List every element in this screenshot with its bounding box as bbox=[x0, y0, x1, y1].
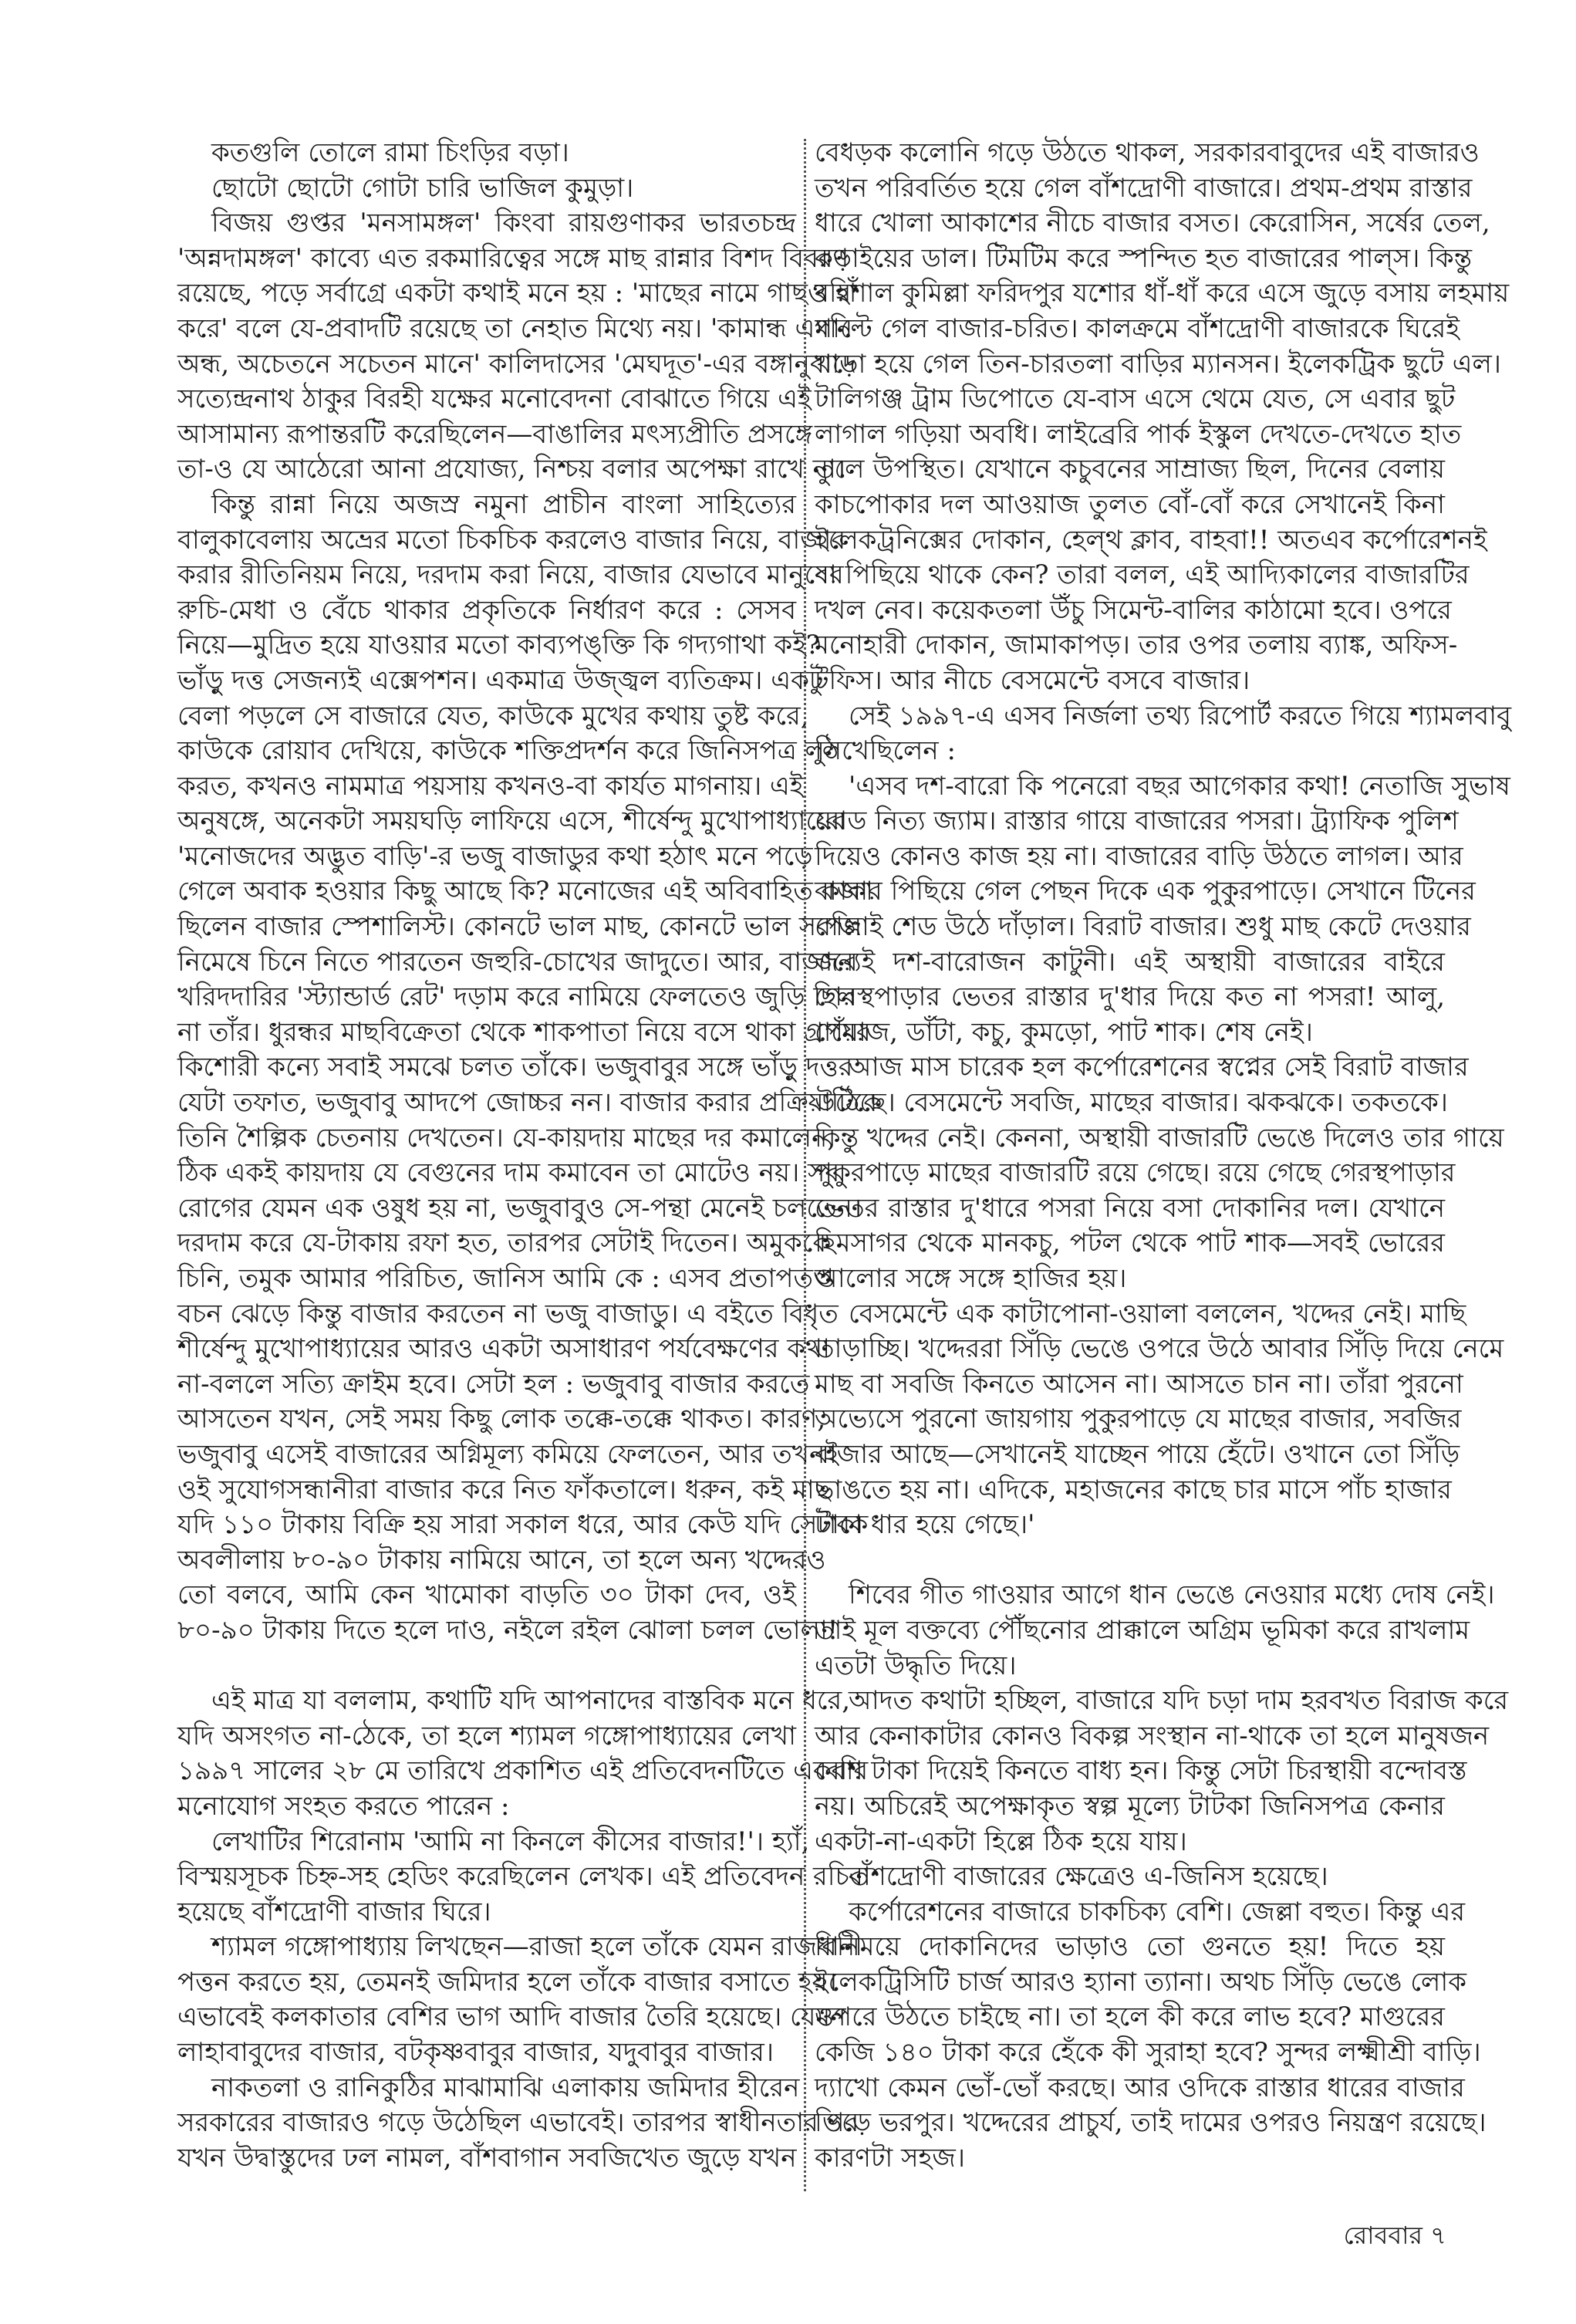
text-line: পেল্লাই শেড উঠে দাঁড়াল। বিরাট বাজার। শুধু মাছ কেটে দেওয়ার bbox=[815, 911, 1471, 943]
text-line: তখন পরিবর্তিত হয়ে গেল বাঁশদ্রোণী বাজারে। প্রথম-প্রথম রাস্তার bbox=[815, 172, 1473, 204]
text-line: বিজয় গুপ্তর 'মনসামঙ্গল' কিংবা রায়গুণাকর ভারতচন্দ্র bbox=[211, 208, 796, 239]
text-line: আসামান্য রূপান্তরটি করেছিলেন—বাঙালির মৎস্যপ্রীতি প্রসঙ্গে bbox=[177, 418, 813, 450]
text-line: মনোহারী দোকান, জামাকাপড়। তার ওপর তলায় ব্যাঙ্ক, অফিস- bbox=[815, 630, 1458, 661]
text-line: আদত কথাটা হচ্ছিল, বাজারে যদি চড়া দাম হরবখত বিরাজ করে bbox=[849, 1685, 1509, 1717]
text-line: বাজার পিছিয়ে গেল পেছন দিকে এক পুকুরপাড়ে। সেখানে টিনের bbox=[815, 876, 1476, 907]
paragraph bbox=[177, 206, 857, 488]
text-line: কারণটা সহজ। bbox=[815, 2142, 966, 2174]
text-line: আসতেন যখন, সেই সময় কিছু লোক তক্কে-তক্কে থাকত। কারণ, bbox=[177, 1404, 826, 1435]
paragraph bbox=[815, 136, 1510, 699]
text-line: খরিদদারির 'স্ট্যান্ডার্ড রেট' দড়াম করে নামিয়ে ফেলতেও জুড়ি ছিল bbox=[177, 981, 856, 1013]
text-line: জন্যই দশ-বারোজন কাটুনী। এই অস্থায়ী বাজারের বাইরে bbox=[815, 946, 1445, 978]
text-line: রোড নিত্য জ্যাম। রাস্তার গায়ে বাজারের পসরা। ট্র্যাফিক পুলিশ bbox=[815, 806, 1459, 837]
text-line: ওই সুযোগসন্ধানীরা বাজার করে নিত ফাঁকতালে। ধরুন, কই মাছ bbox=[177, 1474, 831, 1505]
text-line: এই মাত্র যা বললাম, কথাটি যদি আপনাদের বাস্তবিক মনে ধরে, bbox=[211, 1685, 851, 1717]
text-line: হিমসাগর থেকে মানকচু, পটল থেকে পাট শাক—সবই ভোরের bbox=[815, 1228, 1445, 1259]
text-line: মনোযোগ সংহত করতে পারেন : bbox=[177, 1790, 510, 1822]
text-line: ভেতর রাস্তার দু'ধারে পসরা নিয়ে বসা দোকানির দল। যেখানে bbox=[815, 1192, 1445, 1224]
text-line: নিয়ে—মুদ্রিত হয়ে যাওয়ার মতো কাব্যপঙ্‌ক্তি কি গদ্যগাথা কই? bbox=[177, 630, 821, 661]
text-line: ভাঁড়ু দত্ত সেজন্যই এক্সেপশন। একমাত্র উজ্জ্বল ব্যতিক্রম। একটু bbox=[177, 664, 824, 696]
text-line: বাজার আছে—সেখানেই যাচ্ছেন পায়ে হেঁটে। ওখানে তো সিঁড়ি bbox=[815, 1438, 1460, 1470]
text-line: অবলীলায় ৮০-৯০ টাকায় নামিয়ে আনে, তা হলে অন্য খদ্দেরও bbox=[177, 1544, 826, 1576]
text-line: টাকা ধার হয়ে গেছে।' bbox=[815, 1509, 1035, 1541]
blank-line bbox=[177, 1649, 796, 1684]
text-line: ভজুবাবু এসেই বাজারের অগ্নিমূল্য কমিয়ে ফেলতেন, আর তখনই bbox=[177, 1438, 839, 1470]
text-line: ইলেকট্রনিক্সের দোকান, হেল্‌থ ক্লাব, বাহবা!! অতএব কর্পোরেশনই bbox=[815, 524, 1487, 556]
paragraph bbox=[177, 1684, 869, 1824]
text-line: আলোর সঙ্গে সঙ্গে হাজির হয়। bbox=[815, 1263, 1127, 1294]
text-line: যদি অসংগত না-ঠেকে, তা হলে শ্যামল গঙ্গোপাধ্যায়ের লেখা bbox=[177, 1720, 796, 1751]
text-line: ভাঙতে হয় না। এদিকে, মহাজনের কাছে চার মাসে পাঁচ হাজার bbox=[815, 1474, 1452, 1505]
text-line: বরিশাল কুমিল্লা ফরিদপুর যশোর ধাঁ-ধাঁ করে এসে জুড়ে বসায় লহমায় bbox=[815, 278, 1510, 309]
text-line: দখল নেব। কয়েকতলা উঁচু সিমেন্ট-বালির কাঠামো হবে। ওপরে bbox=[815, 594, 1452, 626]
paragraph bbox=[815, 1684, 1509, 1860]
text-line: কিশোরী কন্যে সবাই সমঝে চলত তাঁকে। ভজুবাবুর সঙ্গে ভাঁড়ু দত্তর bbox=[177, 1052, 853, 1083]
text-line: পেঁয়াজ, ডাঁটা, কচু, কুমড়ো, পাট শাক। শেষ নেই। bbox=[815, 1016, 1313, 1048]
text-line: করত, কখনও নামমাত্র পয়সায় কখনও-বা কার্যত মাগনায়। এই bbox=[177, 770, 804, 802]
paragraph bbox=[815, 1578, 1495, 1684]
text-line: বালুকাবেলায় অভ্রের মতো চিকচিক করলেও বাজার নিয়ে, বাজার bbox=[177, 524, 846, 556]
text-line: 'মনোজদের অদ্ভুত বাড়ি'-র ভজু বাজাডুর কথা হঠাৎ মনে পড়ে bbox=[177, 840, 813, 872]
text-line: বেশি টাকা দিয়েই কিনতে বাধ্য হন। কিন্তু সেটা চিরস্থায়ী বন্দোবস্ত bbox=[815, 1755, 1467, 1787]
text-line: কিন্তু খদ্দের নেই। কেননা, অস্থায়ী বাজারটি ভেঙে দিলেও তার গায়ে bbox=[815, 1122, 1504, 1154]
text-line: এভাবেই কলকাতার বেশির ভাগ আদি বাজার তৈরি হয়েছে। যেমন bbox=[177, 2001, 846, 2033]
text-line: ছোটো ছোটো গোটা চারি ভাজিল কুমুড়া। bbox=[211, 172, 634, 204]
column-divider bbox=[804, 139, 806, 2191]
text-line: বচন ঝেড়ে কিন্তু বাজার করতেন না ভজু বাজাডু। এ বইতে বিধৃত bbox=[177, 1298, 839, 1329]
paragraph bbox=[177, 1825, 869, 1930]
text-line: 'এসব দশ-বারো কি পনেরো বছর আগেকার কথা! নেতাজি সুভাষ bbox=[849, 770, 1510, 802]
text-line: বেসমেন্টে এক কাটাপোনা-ওয়ালা বললেন, খদ্দের নেই। মাছি bbox=[849, 1298, 1466, 1329]
text-line: শ্যামল গঙ্গোপাধ্যায় লিখছেন—রাজা হলে তাঁকে যেমন রাজধানী bbox=[211, 1931, 862, 1963]
text-line: গেলে অবাক হওয়ার কিছু আছে কি? মনোজের এই অবিবাহিত কাকা bbox=[177, 876, 873, 907]
text-line: নাকতলা ও রানিকুঠির মাঝামাঝি এলাকায় জমিদার হীরেন bbox=[211, 2072, 800, 2103]
text-line: রোগের যেমন এক ওষুধ হয় না, ভজুবাবুও সে-পন্থা মেনেই চলতেন। bbox=[177, 1192, 862, 1224]
paragraph bbox=[177, 488, 882, 1649]
text-line: সত্যেন্দ্রনাথ ঠাকুর বিরহী যক্ষের মনোবেদনা বোঝাতে গিয়ে এই bbox=[177, 383, 812, 415]
text-line: বিস্ময়সূচক চিহ্ন-সহ হেডিং করেছিলেন লেখক। এই প্রতিবেদন রচিত bbox=[177, 1861, 869, 1893]
text-line: আর কেনাকাটার কোনও বিকল্প সংস্থান না-থাকে তা হলে মানুষজন bbox=[815, 1720, 1490, 1751]
text-line: ওপরে উঠতে চাইছে না। তা হলে কী করে লাভ হবে? মাগুরের bbox=[815, 2001, 1445, 2033]
text-line: কাউকে রোয়াব দেখিয়ে, কাউকে শক্তিপ্রদর্শন করে জিনিসপত্র লুঠ bbox=[177, 735, 839, 767]
text-line: অভ্যেসে পুরনো জায়গায় পুকুরপাড়ে যে মাছের বাজার, সবজির bbox=[815, 1404, 1462, 1435]
text-line: কর্পোরেশনের বাজারে চাকচিক্য বেশি। জেল্লা বহুত। কিন্তু এর bbox=[849, 1896, 1466, 1927]
text-line: কড়াইয়ের ডাল। টিমটিম করে স্পন্দিত হত বাজারের পাল্‌স। কিন্তু bbox=[815, 242, 1473, 274]
paragraph bbox=[177, 171, 796, 207]
text-line: তুলে উপস্থিত। যেখানে কচুবনের সাম্রাজ্য ছিল, দিনের বেলায় bbox=[815, 454, 1445, 485]
paragraph bbox=[177, 1930, 862, 2070]
text-line: পাল্টে গেল বাজার-চরিত। কালক্রমে বাঁশদ্রোণী বাজারকে ঘিরেই bbox=[815, 312, 1460, 344]
text-line: বা পিছিয়ে থাকে কেন? তারা বলল, এই আদ্যিকালের বাজারটির bbox=[815, 559, 1470, 591]
text-line: দ্যাখো কেমন ভোঁ-ভোঁ করছে। আর ওদিকে রাস্তার ধারের বাজার bbox=[815, 2072, 1465, 2103]
text-line: তা-ও যে আঠেরো আনা প্রযোজ্য, নিশ্চয় বলার অপেক্ষা রাখে না। bbox=[177, 454, 845, 485]
text-line: শীর্ষেন্দু মুখোপাধ্যায়ের আরও একটা অসাধারণ পর্যবেক্ষণের কথা bbox=[177, 1333, 830, 1365]
text-line: অনুষঙ্গে, অনেকটা সময়ঘড়ি লাফিয়ে এসে, শীর্ষেন্দু মুখোপাধ্যায়ের bbox=[177, 806, 846, 837]
text-line: টালিগঞ্জ ট্রাম ডিপোতে যে-বাস এসে থেমে যেত, সে এবার ছুট bbox=[815, 383, 1456, 415]
text-line: পত্তন করতে হয়, তেমনই জমিদার হলে তাঁকে বাজার বসাতে হয়। bbox=[177, 1966, 837, 1998]
text-line: ভিড়ে ভরপুর। খদ্দেরের প্রাচুর্য, তাই দামের ওপরও নিয়ন্ত্রণ রয়েছে। bbox=[815, 2107, 1487, 2139]
text-line: রুচি-মেধা ও বেঁচে থাকার প্রকৃতিকে নির্ধারণ করে : সেসব bbox=[177, 594, 796, 626]
text-line: নিমেষে চিনে নিতে পারতেন জহুরি-চোখের জাদুতে। আর, বাজারে bbox=[177, 946, 858, 978]
text-line: মাছ বা সবজি কিনতে আসেন না। আসতে চান না। তাঁরা পুরনো bbox=[815, 1368, 1463, 1400]
text-line: বেলা পড়লে সে বাজারে যেত, কাউকে মুখের কথায় তুষ্ট করে, bbox=[177, 700, 809, 731]
paragraph bbox=[815, 1050, 1504, 1296]
text-line: সেই ১৯৯৭-এ এসব নির্জলা তথ্য রিপোর্ট করতে গিয়ে শ্যামলবাবু bbox=[849, 700, 1511, 731]
text-line: দরদাম করে যে-টাকায় রফা হত, তারপর সেটাই দিতেন। অমুককে bbox=[177, 1228, 832, 1259]
text-line: কতগুলি তোলে রামা চিংড়ির বড়া। bbox=[211, 137, 569, 168]
text-line: বাঁশদ্রোণী বাজারের ক্ষেত্রেও এ-জিনিস হয়েছে। bbox=[849, 1861, 1328, 1893]
left-text-column bbox=[177, 136, 882, 2176]
paragraph bbox=[177, 1649, 796, 1684]
text-line: যখন উদ্বাস্তুদের ঢল নামল, বাঁশবাগান সবজিখেত জুড়ে যখন bbox=[177, 2142, 797, 2174]
paragraph bbox=[177, 2071, 859, 2177]
text-line: গেরস্থপাড়ার ভেতর রাস্তার দু'ধার দিয়ে কত না পসরা! আলু, bbox=[815, 981, 1445, 1013]
text-line: শিবের গীত গাওয়ার আগে ধান ভেঙে নেওয়ার মধ্যে দোষ নেই। bbox=[849, 1579, 1495, 1611]
text-line: পুকুরপাড়ে মাছের বাজারটি রয়ে গেছে। রয়ে গেছে গেরস্থপাড়ার bbox=[815, 1157, 1456, 1189]
text-line: একটা-না-একটা হিল্লে ঠিক হয়ে যায়। bbox=[815, 1826, 1187, 1857]
text-line: নয়। অচিরেই অপেক্ষাকৃত স্বল্প মূল্যে টাটকা জিনিসপত্র কেনার bbox=[815, 1790, 1445, 1822]
text-line: করার রীতিনিয়ম নিয়ে, দরদাম করা নিয়ে, বাজার যেভাবে মানুষের bbox=[177, 559, 844, 591]
text-line: 'অন্নদামঙ্গল' কাব্যে এত রকমারিত্বের সঙ্গে মাছ রান্নার বিশদ বিবরণ bbox=[177, 242, 849, 274]
text-line: কিন্তু রান্না নিয়ে অজস্র নমুনা প্রাচীন বাংলা সাহিত্যের bbox=[211, 488, 796, 520]
text-line: ইলেকট্রিসিটি চার্জ আরও হ্যানা ত্যানা। অথচ সিঁড়ি ভেঙে লোক bbox=[815, 1966, 1467, 1998]
text-line: দিয়েও কোনও কাজ হয় না। বাজারের বাড়ি উঠতে লাগল। আর bbox=[815, 840, 1463, 872]
text-line: যেটা তফাত, ভজুবাবু আদপে জোচ্চর নন। বাজার করার প্রক্রিয়াটিকে bbox=[177, 1087, 882, 1119]
text-line: ছিলেন বাজার স্পেশালিস্ট। কোনটে ভাল মাছ, কোনটে ভাল সবজি bbox=[177, 911, 862, 943]
text-line: যদি ১১০ টাকায় বিক্রি হয় সারা সকাল ধরে, আর কেউ যদি সেটাকে bbox=[177, 1509, 869, 1541]
blank-line bbox=[815, 1543, 1445, 1579]
text-line: তো বলবে, আমি কেন খামোকা বাড়তি ৩০ টাকা দেব, ওই bbox=[177, 1579, 796, 1611]
text-line: না তাঁর। ধুরন্ধর মাছবিক্রেতা থেকে শাকপাতা নিয়ে বসে থাকা গ্রামের bbox=[177, 1016, 871, 1048]
text-line: খাড়া হয়ে গেল তিন-চারতলা বাড়ির ম্যানসন। ইলেকট্রিক ছুটে এল। bbox=[815, 348, 1501, 380]
text-line: লাহাবাবুদের বাজার, বটকৃষ্ণবাবুর বাজার, যদুবাবুর বাজার। bbox=[177, 2037, 774, 2069]
page-footer-folio: রোববার ৭ bbox=[1343, 2221, 1446, 2250]
text-line: ১৯৯৭ সালের ২৮ মে তারিখে প্রকাশিত এই প্রতিবেদনটিতে একবার bbox=[177, 1755, 869, 1787]
text-line: কেজি ১৪০ টাকা করে হেঁকে কী সুরাহা হবে? সুন্দর লক্ষ্মীশ্রী বাড়ি। bbox=[815, 2037, 1481, 2069]
paragraph bbox=[815, 699, 1511, 769]
paragraph bbox=[815, 769, 1510, 1051]
text-line: বেধড়ক কলোনি গড়ে উঠতে থাকল, সরকারবাবুদের এই বাজারও bbox=[815, 137, 1480, 168]
text-line: লেখাটির শিরোনাম 'আমি না কিনলে কীসের বাজার!'। হ্যাঁ, bbox=[211, 1826, 810, 1857]
text-line: চিনি, তমুক আমার পরিচিত, জানিস আমি কে : এসব প্রতাপতপ্ত bbox=[177, 1263, 835, 1294]
text-line: হয়েছে বাঁশদ্রোণী বাজার ঘিরে। bbox=[177, 1896, 491, 1927]
paragraph bbox=[815, 1543, 1445, 1579]
text-line: ধারে খোলা আকাশের নীচে বাজার বসত। কেরোসিন, সর্ষের তেল, bbox=[815, 208, 1490, 239]
text-line: উঠেছে। বেসমেন্টে সবজি, মাছের বাজার। ঝকঝকে। তকতকে। bbox=[815, 1087, 1448, 1119]
paragraph bbox=[815, 1860, 1445, 1895]
text-line: সরকারের বাজারও গড়ে উঠেছিল এভাবেই। তারপর স্বাধীনতার পর bbox=[177, 2107, 859, 2139]
paragraph bbox=[177, 136, 796, 171]
text-line: আজ মাস চারেক হল কর্পোরেশনের স্বপ্নের সেই বিরাট বাজার bbox=[849, 1052, 1469, 1083]
text-line: অন্ধ, অচেতনে সচেতন মানে' কালিদাসের 'মেঘদূত'-এর বঙ্গানুবাদে bbox=[177, 348, 857, 380]
paragraph bbox=[815, 1297, 1504, 1543]
text-line: কাচপোকার দল আওয়াজ তুলত বোঁ-বোঁ করে সেখানেই কিনা bbox=[815, 488, 1445, 520]
text-line: না-বললে সত্যি ক্রাইম হবে। সেটা হল : ভজুবাবু বাজার করতে bbox=[177, 1368, 810, 1400]
text-line: তাই মূল বক্তব্যে পৌঁছনোর প্রাক্কালে অগ্রিম ভূমিকা করে রাখলাম bbox=[815, 1614, 1470, 1646]
text-line: ৮০-৯০ টাকায় দিতে হলে দাও, নইলে রইল ঝোলা চলল ভোলা! bbox=[177, 1614, 839, 1646]
text-line: টফিস। আর নীচে বেসমেন্টে বসবে বাজার। bbox=[815, 664, 1250, 696]
text-line: লিখেছিলেন : bbox=[815, 735, 956, 767]
text-line: করে' বলে যে-প্রবাদটি রয়েছে তা নেহাত মিথ্যে নয়। 'কামান্ধ এমনি bbox=[177, 312, 853, 344]
text-line: এতটা উদ্ধৃতি দিয়ে। bbox=[815, 1650, 1017, 1681]
text-line: লাগাল গড়িয়া অবধি। লাইব্রেরি পার্ক ইস্কুল দেখতে-দেখতে হাত bbox=[815, 418, 1462, 450]
paragraph bbox=[815, 1895, 1487, 2177]
text-line: তাড়াচ্ছি। খদ্দেররা সিঁড়ি ভেঙে ওপরে উঠে আবার সিঁড়ি দিয়ে নেমে bbox=[815, 1333, 1504, 1365]
text-line: তিনি শৈল্পিক চেতনায় দেখতেন। যে-কায়দায় মাছের দর কমালেন, bbox=[177, 1122, 836, 1154]
right-text-column bbox=[815, 136, 1511, 2176]
text-line: ঠিক একই কায়দায় যে বেগুনের দাম কমাবেন তা মোটেও নয়। সব bbox=[177, 1157, 840, 1189]
text-line: রয়েছে, পড়ে সর্বাগ্রে একটা কথাই মনে হয় : 'মাছের নামে গাছও হাঁ bbox=[177, 278, 857, 309]
text-line: বিনিময়ে দোকানিদের ভাড়াও তো গুনতে হয়! দিতে হয় bbox=[815, 1931, 1445, 1963]
